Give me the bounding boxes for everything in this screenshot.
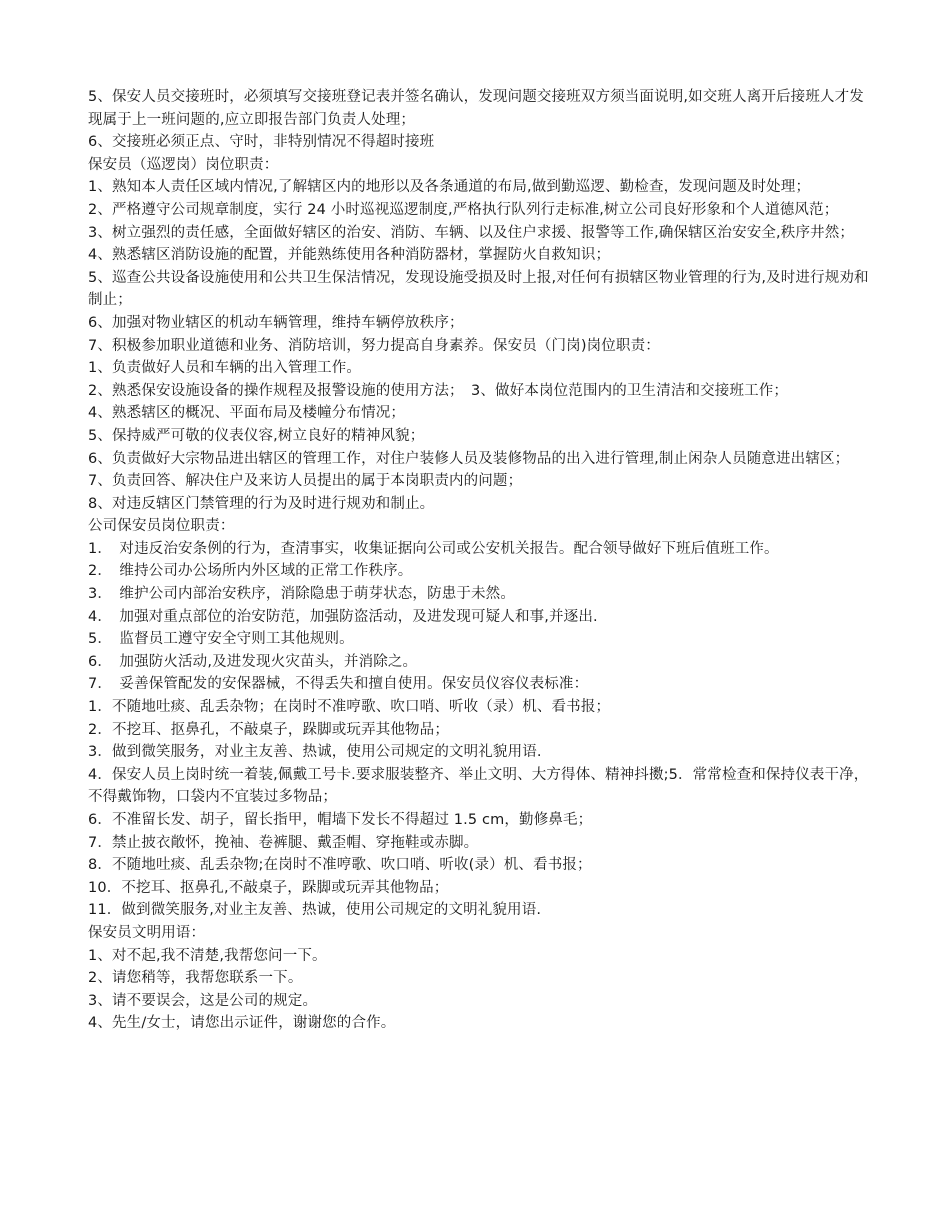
text-line: 5、巡查公共设备设施使用和公共卫生保洁情况，发现设施受损及时上报,对任何有损辖区物业管理的行为,及时进行规劝和制止； <box>88 269 869 309</box>
text-line: 6．不准留长发、胡子，留长指甲，帽墙下发长不得超过 1.5 cm，勤修鼻毛； <box>88 812 593 828</box>
text-line: 4． 加强对重点部位的治安防范，加强防盗活动，及进发现可疑人和事,并逐出. <box>88 608 598 625</box>
text-line: 5． 监督员工遵守安全守则工其他规则。 <box>88 631 354 648</box>
text-line: 2、请您稍等，我帮您联系一下。 <box>88 970 303 987</box>
text-line: 1、负责做好人员和车辆的出入管理工作。 <box>88 360 362 377</box>
text-line: 2、熟悉保安设施设备的操作规程及报警设施的使用方法； 3、做好本岗位范围内的卫生清洁和交接班工作； <box>88 382 789 399</box>
text-line: 7． 妥善保管配发的安保器械，不得丢失和擅自使用。保安员仪容仪表标准： <box>88 676 589 693</box>
text-line: 5、保持威严可敬的仪表仪容,树立良好的精神风貌； <box>88 427 425 444</box>
text-line: 6、加强对物业辖区的机动车辆管理，维持车辆停放秩序； <box>88 314 464 331</box>
text-line: 3、请不要误会，这是公司的规定。 <box>88 992 318 1009</box>
text-line: 4、先生/女士，请您出示证件，谢谢您的合作。 <box>88 1015 396 1032</box>
text-line: 3． 维护公司内部治安秩序，消除隐患于萌芽状态，防患于未然。 <box>88 586 515 603</box>
text-line: 8．不随地吐痰、乱丢杂物;在岗时不准哼歌、吹口哨、听收(录）机、看书报； <box>88 857 592 874</box>
text-line: 11．做到微笑服务,对业主友善、热诚，使用公司规定的文明礼貌用语. <box>88 902 542 919</box>
text-line: 4．保安人员上岗时统一着装,佩戴工号卡.要求服装整齐、举止文明、大方得体、精神抖擞;5．常常检查和保持仪表干净，不得戴饰物，口袋内不宜装过多物品； <box>88 766 869 806</box>
section-heading: 保安员文明用语： <box>88 924 206 941</box>
text-line: 1． 对违反治安条例的行为，查清事实，收集证据向公司或公安机关报告。配合领导做好下班后值班工作。 <box>88 540 779 557</box>
text-line: 4、熟悉辖区的概况、平面布局及楼幢分布情况； <box>88 405 406 422</box>
text-line: 6、负责做好大宗物品进出辖区的管理工作，对住户装修人员及装修物品的出入进行管理,制止闲杂人员随意进出辖区； <box>88 450 850 467</box>
section-heading: 公司保安员岗位职责： <box>88 518 235 535</box>
text-line: 1、对不起,我不清楚,我帮您问一下。 <box>88 947 327 964</box>
text-line: 7、积极参加职业道德和业务、消防培训，努力提高自身素养。保安员（门岗)岗位职责： <box>88 337 660 354</box>
text-line: 2． 维持公司办公场所内外区域的正常工作秩序。 <box>88 563 413 580</box>
text-line: 5、保安人员交接班时，必须填写交接班登记表并签名确认，发现问题交接班双方须当面说明,如交班人离开后接班人才发现属于上一班问题的,应立即报告部门负责人处理； <box>88 89 864 128</box>
text-line: 1、熟知本人责任区域内情况,了解辖区内的地形以及各条通道的布局,做到勤巡逻、勤检查，发现问题及时处理； <box>88 179 811 196</box>
text-line: 2．不挖耳、抠鼻孔，不敲桌子，跺脚或玩弄其他物品； <box>88 721 449 738</box>
section-heading: 保安员（巡逻岗）岗位职责： <box>88 156 279 173</box>
text-line: 7、负责回答、解决住户及来访人员提出的属于本岗职责内的问题； <box>88 473 523 490</box>
document-body <box>88 86 878 1035</box>
text-line: 2、严格遵守公司规章制度，实行 24 小时巡视巡逻制度,严格执行队列行走标准,树立公司良好形象和个人道德风范； <box>88 201 839 218</box>
text-line: 6、交接班必须正点、守时，非特别情况不得超时接班 <box>88 134 435 151</box>
text-line: 4、熟悉辖区消防设施的配置，并能熟练使用各种消防器材，掌握防火自救知识； <box>88 247 611 264</box>
text-line: 3．做到微笑服务，对业主友善、热诚，使用公司规定的文明礼貌用语. <box>88 744 542 761</box>
text-line: 7．禁止披衣敞怀，挽袖、卷裤腿、戴歪帽、穿拖鞋或赤脚。 <box>88 834 479 851</box>
text-line: 10．不挖耳、抠鼻孔,不敲桌子，跺脚或玩弄其他物品； <box>88 879 449 896</box>
text-line: 3、树立强烈的责任感，全面做好辖区的治安、消防、车辆、以及住户求援、报警等工作,确保辖区治安安全,秩序井然； <box>88 224 855 241</box>
text-line: 6． 加强防火活动,及进发现火灾苗头，并消除之。 <box>88 653 418 670</box>
text-line: 1．不随地吐痰、乱丢杂物；在岗时不准哼歌、吹口哨、听收（录）机、看书报； <box>88 699 611 716</box>
text-line: 8、对违反辖区门禁管理的行为及时进行规劝和制止。 <box>88 495 435 512</box>
